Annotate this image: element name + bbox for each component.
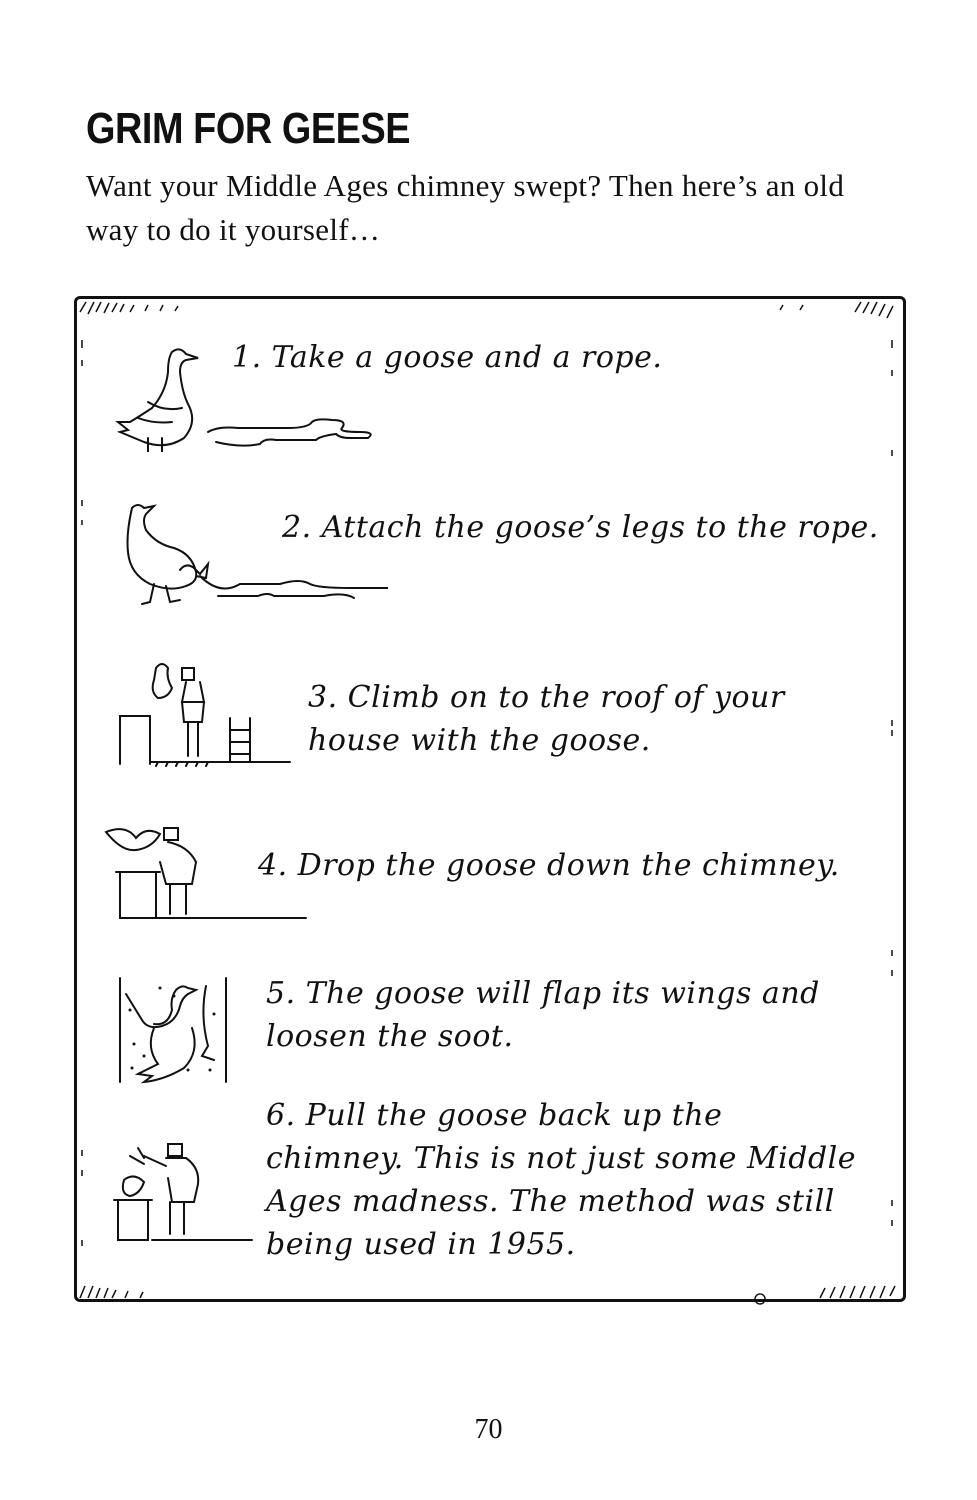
step-4-text: 4. Drop the goose down the chimney. [258, 848, 840, 883]
step-3-text: 3. Climb on to the roof of your house with the goose. [308, 680, 785, 758]
step-1-text: 1. Take a goose and a rope. [232, 340, 663, 375]
intro-text: Want your Middle Ages chimney swept? Then here’s an old way to do it yourself… [86, 168, 845, 247]
man-pulling-goose-up-illustration [108, 1136, 258, 1246]
man-on-roof-with-goose-illustration [116, 658, 296, 768]
step-2-text: 2. Attach the goose’s legs to the rope. [282, 510, 879, 545]
step-6-text: 6. Pull the goose back up the chimney. This is not just some Middle Ages madness. The method was still being used in 1955. [266, 1098, 857, 1262]
goose-flapping-in-chimney-illustration [114, 974, 232, 1086]
step-5-text: 5. The goose will flap its wings and loosen the soot. [266, 976, 820, 1054]
page-heading: GRIM FOR GEESE [86, 104, 411, 153]
page-number: 70 [474, 1414, 503, 1445]
